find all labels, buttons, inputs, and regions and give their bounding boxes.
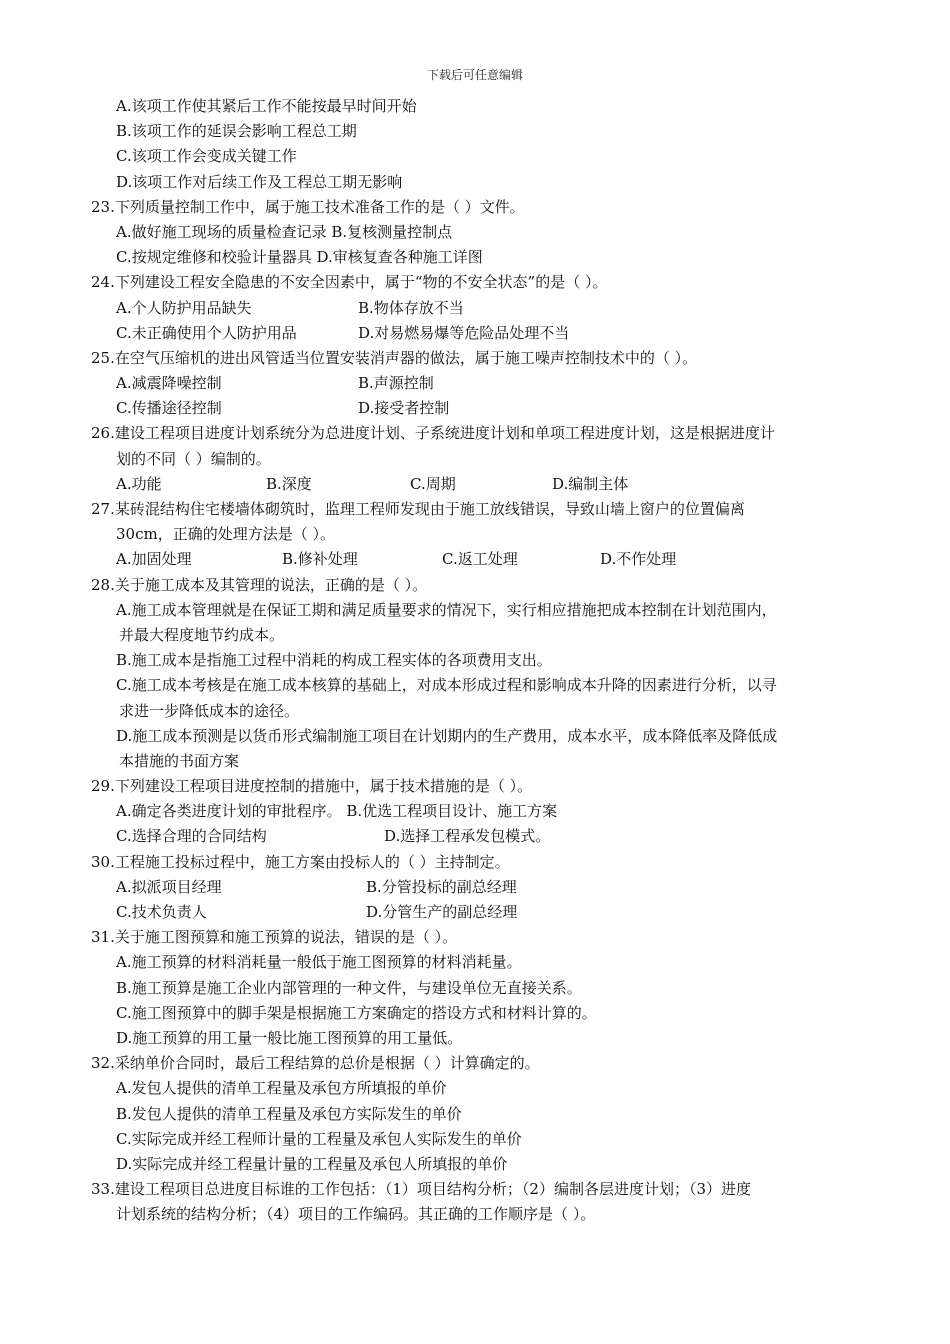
answer-option: A.加固处理 bbox=[116, 550, 192, 569]
answer-option-line: A.发包人提供的清单工程量及承包方所填报的单价 bbox=[116, 1079, 447, 1098]
question-stem: 33.建设工程项目总进度目标谁的工作包括：（1）项目结构分析；（2）编制各层进度计划；（3）进度 bbox=[91, 1180, 751, 1199]
answer-option-continuation: 并最大程度地节约成本。 bbox=[119, 625, 285, 644]
answer-option-line: 划的不同（ ）编制的。 bbox=[116, 449, 271, 468]
question-stem: 30.工程施工投标过程中，施工方案由投标人的（ ）主持制定。 bbox=[91, 852, 510, 871]
answer-option-line: D.该项工作对后续工作及工程总工期无影响 bbox=[116, 172, 403, 191]
exam-question-list bbox=[91, 94, 871, 1227]
answer-option: D.接受者控制 bbox=[358, 399, 450, 418]
answer-option-pair bbox=[91, 321, 871, 346]
answer-option-pair bbox=[91, 371, 871, 396]
answer-option: D.分管生产的副总经理 bbox=[366, 903, 518, 921]
answer-option: C.周期 bbox=[410, 474, 456, 493]
answer-option-line: D.施工预算的用工量一般比施工图预算的用工量低。 bbox=[116, 1028, 463, 1047]
answer-option-line: C.施工图预算中的脚手架是根据施工方案确定的搭设方式和材料计算的。 bbox=[116, 1003, 597, 1022]
answer-option-line: 30cm，正确的处理方法是（ ）。 bbox=[116, 525, 335, 544]
answer-option: A.个人防护用品缺失 bbox=[116, 298, 252, 317]
answer-option-line: A.做好施工现场的质量检查记录 B.复核测量控制点 bbox=[116, 222, 453, 241]
answer-option: A.减震降噪控制 bbox=[116, 374, 222, 393]
answer-option-line: B.发包人提供的清单工程量及承包方实际发生的单价 bbox=[116, 1104, 462, 1123]
answer-option-pair bbox=[91, 875, 871, 900]
answer-option: A.功能 bbox=[116, 474, 162, 493]
answer-option-line: C.施工成本考核是在施工成本核算的基础上，对成本形成过程和影响成本升降的因素进行分析，以寻 bbox=[116, 676, 777, 695]
question-stem: 29.下列建设工程项目进度控制的措施中，属于技术措施的是（ ）。 bbox=[91, 777, 533, 796]
answer-option-row bbox=[91, 472, 871, 497]
answer-option-line: B.该项工作的延误会影响工程总工期 bbox=[116, 122, 357, 141]
answer-option-pair bbox=[91, 296, 871, 321]
question-stem: 25.在空气压缩机的进出风管适当位置安装消声器的做法，属于施工噪声控制技术中的（ ）。 bbox=[91, 348, 698, 367]
answer-option-row bbox=[91, 547, 871, 572]
answer-option: B.物体存放不当 bbox=[358, 298, 464, 317]
answer-option-continuation: 本措施的书面方案 bbox=[119, 751, 240, 770]
answer-option: D.编制主体 bbox=[552, 474, 629, 493]
answer-option: D.不作处理 bbox=[600, 550, 677, 569]
answer-option: C.选择合理的合同结构 bbox=[116, 827, 267, 846]
question-stem: 26.建设工程项目进度计划系统分为总进度计划、子系统进度计划和单项工程进度计划，这是根据进度计 bbox=[91, 424, 775, 443]
answer-option-line: D.施工成本预测是以货币形式编制施工项目在计划期内的生产费用，成本水平，成本降低率及降低成 bbox=[116, 726, 778, 745]
answer-option-pair bbox=[91, 900, 871, 925]
answer-option: B.修补处理 bbox=[282, 550, 358, 569]
question-stem: 31.关于施工图预算和施工预算的说法，错误的是（ ）。 bbox=[91, 928, 458, 947]
question-stem: 27.某砖混结构住宅楼墙体砌筑时，监理工程师发现由于施工放线错误，导致山墙上窗户的位置偏离 bbox=[91, 500, 745, 518]
answer-option-line: C.该项工作会变成关键工作 bbox=[116, 147, 297, 166]
answer-option-pair bbox=[91, 824, 871, 849]
answer-option: C.技术负责人 bbox=[116, 903, 207, 921]
answer-option-line: A.施工成本管理就是在保证工期和满足质量要求的情况下，实行相应措施把成本控制在计划范围内， bbox=[116, 600, 777, 619]
question-stem: 32.采纳单价合同时，最后工程结算的总价是根据（ ）计算确定的。 bbox=[91, 1054, 540, 1073]
answer-option-line: C.按规定维修和校验计量器具 D.审核复查各种施工详图 bbox=[116, 248, 483, 267]
answer-option: D.选择工程承发包模式。 bbox=[384, 827, 551, 846]
answer-option: C.传播途径控制 bbox=[116, 399, 222, 418]
answer-option: B.深度 bbox=[266, 474, 312, 493]
answer-option-line: D.实际完成并经工程量计量的工程量及承包人所填报的单价 bbox=[116, 1154, 508, 1173]
answer-option-continuation: 求进一步降低成本的途径。 bbox=[119, 701, 300, 720]
answer-option-line: 计划系统的结构分析；（4）项目的工作编码。其正确的工作顺序是（ ）。 bbox=[116, 1205, 596, 1224]
answer-option-line: A.施工预算的材料消耗量一般低于施工图预算的材料消耗量。 bbox=[116, 953, 522, 972]
question-stem: 28.关于施工成本及其管理的说法，正确的是（ ）。 bbox=[91, 575, 428, 594]
page-header-note: 下载后可任意编辑 bbox=[426, 68, 523, 82]
answer-option: B.分管投标的副总经理 bbox=[366, 877, 517, 896]
answer-option-pair bbox=[91, 396, 871, 421]
answer-option-line: A.确定各类进度计划的审批程序。 B.优选工程项目设计、施工方案 bbox=[116, 802, 558, 821]
answer-option-line: B.施工成本是指施工过程中消耗的构成工程实体的各项费用支出。 bbox=[116, 651, 552, 670]
answer-option: C.未正确使用个人防护用品 bbox=[116, 323, 297, 342]
answer-option: B.声源控制 bbox=[358, 374, 434, 393]
question-stem: 24.下列建设工程安全隐患的不安全因素中，属于“物的不安全状态”的是（ ）。 bbox=[91, 273, 608, 292]
answer-option: C.返工处理 bbox=[442, 550, 518, 569]
answer-option: D.对易燃易爆等危险品处理不当 bbox=[358, 323, 570, 342]
answer-option-line: B.施工预算是施工企业内部管理的一种文件，与建设单位无直接关系。 bbox=[116, 978, 582, 997]
answer-option-line: A.该项工作使其紧后工作不能按最早时间开始 bbox=[116, 97, 417, 115]
answer-option: A.拟派项目经理 bbox=[116, 877, 222, 896]
answer-option-line: C.实际完成并经工程师计量的工程量及承包人实际发生的单价 bbox=[116, 1129, 522, 1148]
question-stem: 23.下列质量控制工作中，属于施工技术准备工作的是（ ）文件。 bbox=[91, 197, 525, 216]
